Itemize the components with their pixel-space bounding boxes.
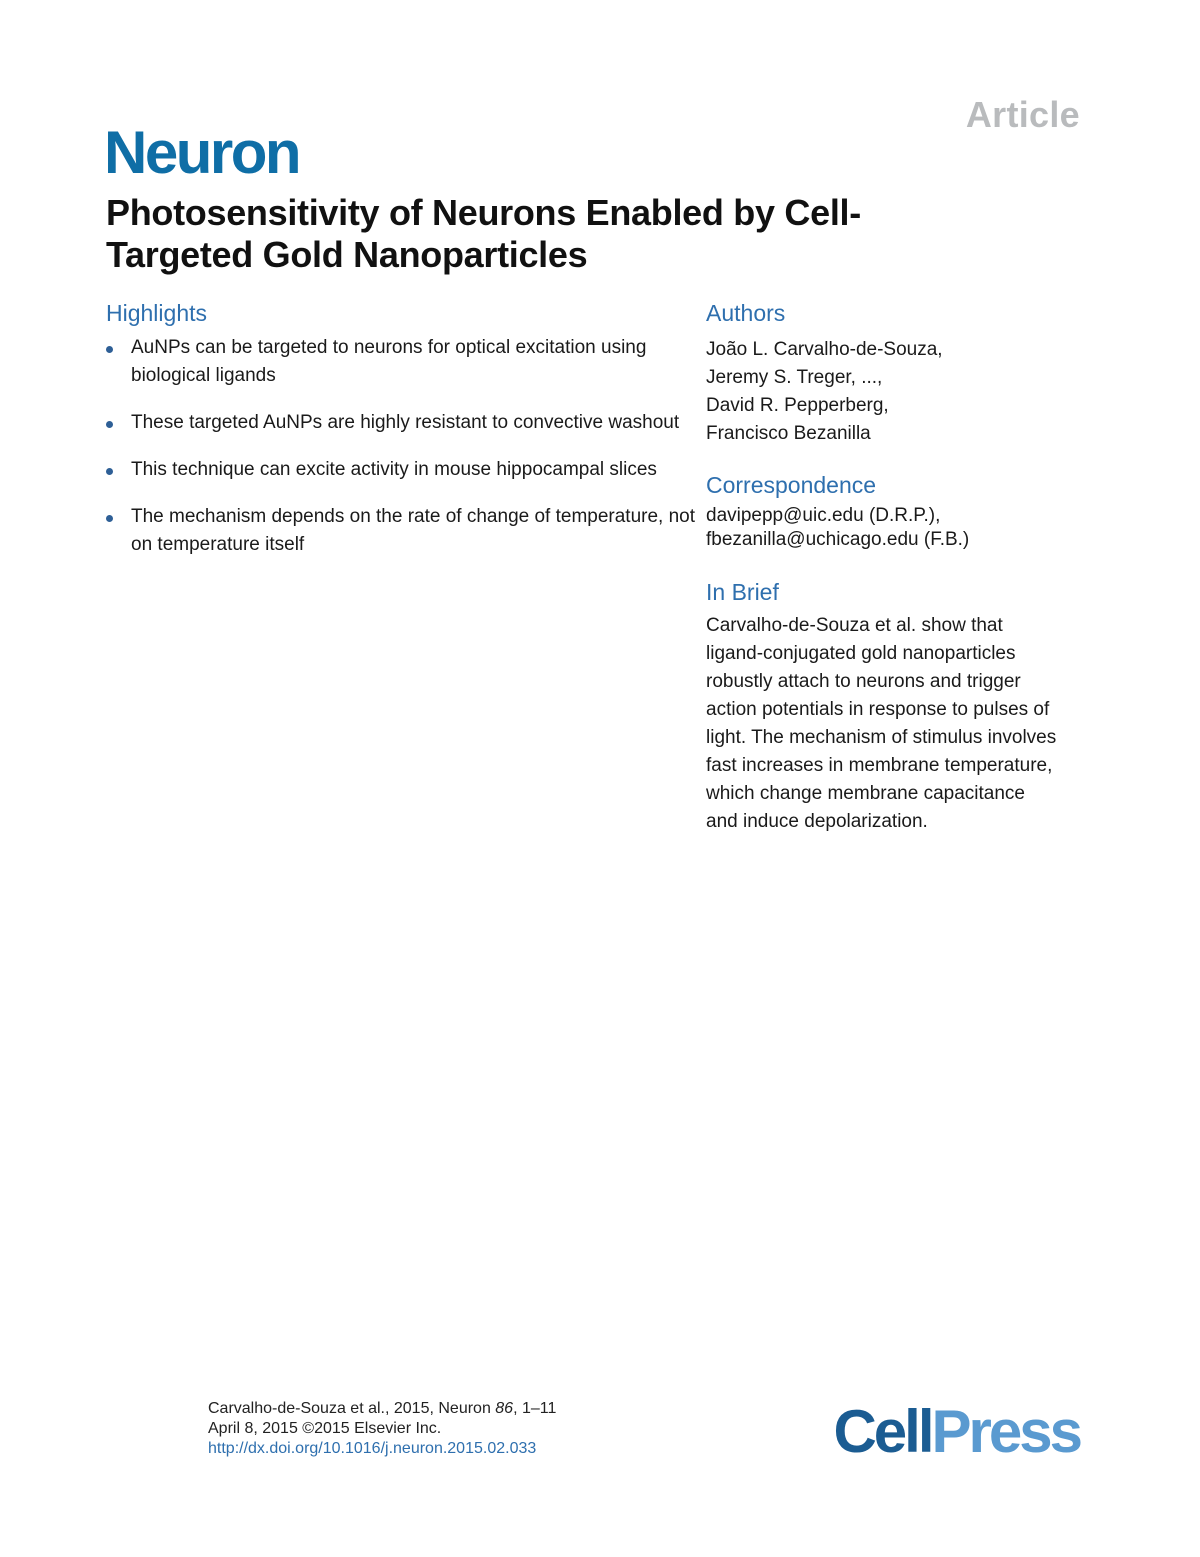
in-brief-line: action potentials in response to pulses of [706, 699, 1050, 720]
author-line: Jeremy S. Treger, ..., [706, 367, 883, 388]
highlights-list [106, 334, 696, 578]
authors-list [706, 336, 1106, 448]
in-brief-line: which change membrane capacitance [706, 783, 1025, 804]
in-brief-line: light. The mechanism of stimulus involves [706, 727, 1057, 748]
cellpress-logo [833, 1392, 1080, 1472]
bullet-icon [106, 346, 113, 353]
citation-footer [208, 1399, 556, 1459]
in-brief-line: fast increases in membrane temperature, [706, 755, 1053, 776]
highlight-item [106, 456, 696, 484]
bullet-icon [106, 421, 113, 428]
citation-authors: Carvalho-de-Souza et al., 2015, Neuron [208, 1400, 496, 1417]
cellpress-logo-cell: Cell [833, 1398, 932, 1465]
highlight-item [106, 503, 696, 559]
citation-volume: 86 [495, 1400, 514, 1417]
in-brief-heading: In Brief [706, 579, 779, 605]
date-line: April 8, 2015 ©2015 Elsevier Inc. [208, 1420, 442, 1437]
article-type-label: Article [965, 94, 1080, 135]
highlight-text: AuNPs can be targeted to neurons for optical excitation using biological ligands [131, 337, 647, 386]
highlight-text: The mechanism depends on the rate of change of temperature, not on temperature itself [131, 506, 696, 555]
author-line: João L. Carvalho-de-Souza, [706, 339, 943, 360]
in-brief-line: and induce depolarization. [706, 811, 928, 832]
in-brief-text [706, 612, 1126, 836]
in-brief-line: Carvalho-de-Souza et al. show that [706, 615, 1003, 636]
in-brief-line: robustly attach to neurons and trigger [706, 671, 1021, 692]
citation-pages: , 1–11 [513, 1400, 557, 1417]
highlight-item [106, 409, 696, 437]
bullet-icon [106, 515, 113, 522]
authors-heading: Authors [706, 300, 786, 326]
citation-line [208, 1399, 556, 1419]
correspondence-heading: Correspondence [706, 472, 877, 498]
in-brief-line: ligand-conjugated gold nanoparticles [706, 643, 1016, 664]
cellpress-logo-press: Press [931, 1398, 1080, 1465]
author-line: Francisco Bezanilla [706, 423, 871, 444]
highlight-item [106, 334, 696, 390]
bullet-icon [106, 468, 113, 475]
highlight-text: These targeted AuNPs are highly resistant to convective washout [131, 412, 680, 433]
correspondence-email[interactable]: davipepp@uic.edu (D.R.P.), [706, 505, 941, 526]
highlights-heading: Highlights [106, 300, 207, 326]
correspondence-email[interactable]: fbezanilla@uchicago.edu (F.B.) [706, 529, 970, 550]
highlight-text: This technique can excite activity in mouse hippocampal slices [131, 459, 657, 480]
author-line: David R. Pepperberg, [706, 395, 889, 416]
article-title: Photosensitivity of Neurons Enabled by Cell-Targeted Gold Nanoparticles [106, 192, 861, 275]
doi-link[interactable]: http://dx.doi.org/10.1016/j.neuron.2015.02.033 [208, 1440, 537, 1457]
journal-logo: Neuron [104, 119, 299, 186]
correspondence-block [706, 504, 1106, 552]
